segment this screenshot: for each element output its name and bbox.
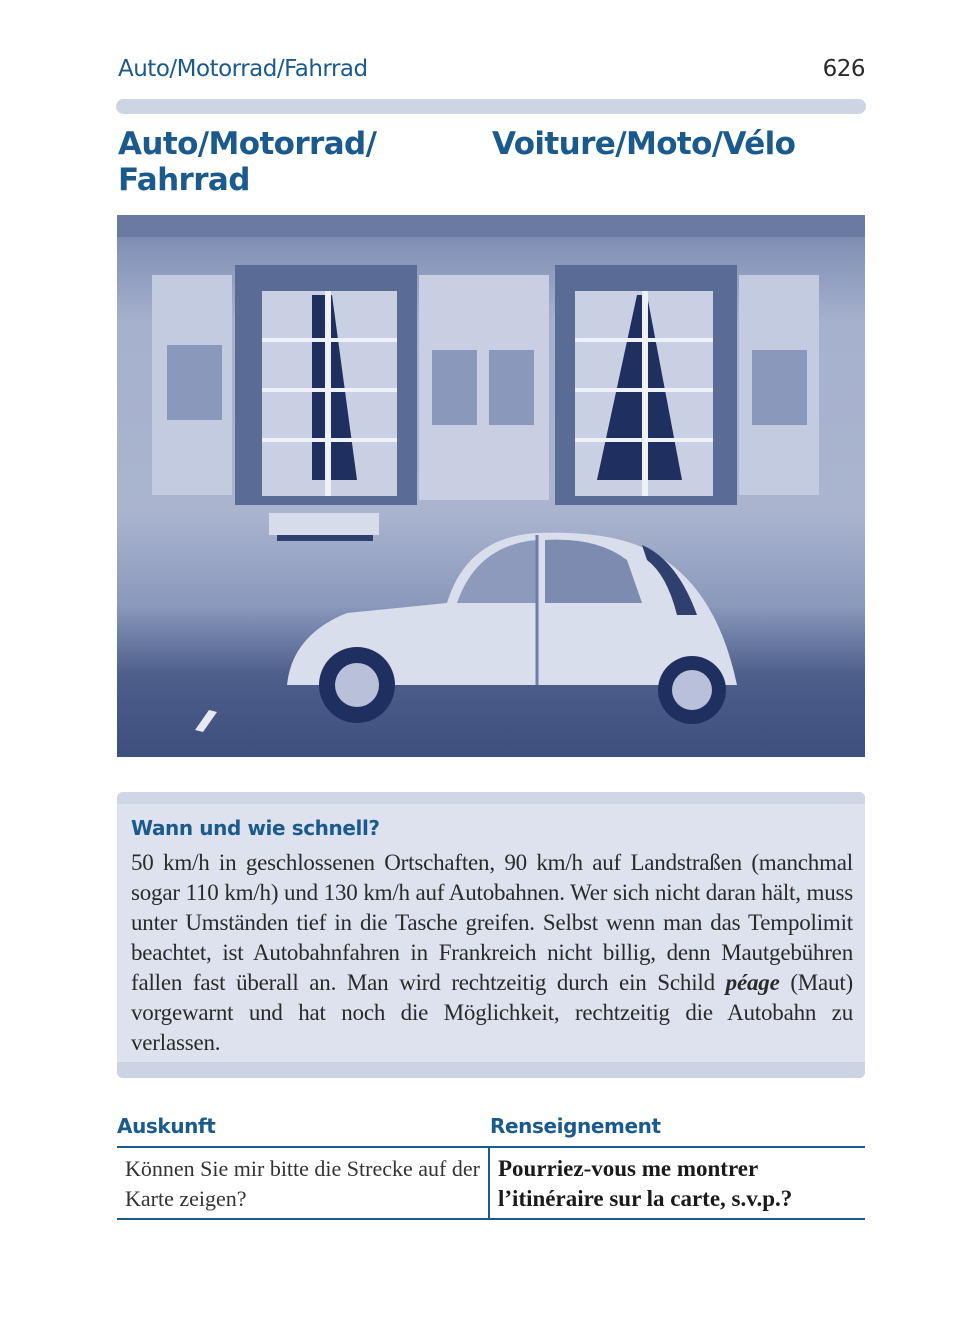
page-number: 626	[822, 56, 865, 82]
info-box-heading: Wann und wie schnell?	[131, 816, 380, 840]
info-body-text-1: 50 km/h in geschlossenen Ortschaften, 90 km/h auf Landstraßen (manchmal sogar 110 km/h) und 130 km/h auf Autobahnen. Wer sich nicht daran hält, muss unter Umständen tief in die Tasche greifen. Selbst wenn man das Tempolimit beachtet, ist Autobahnfahren in Frankreich nicht billig, denn Mautgebühren fallen fast überall an. Man wird rechtzeitig durch ein Schild	[131, 850, 853, 995]
running-header	[118, 56, 865, 88]
header-german: Auskunft	[117, 1114, 216, 1138]
phrase-table	[117, 1110, 865, 1220]
car-photo	[117, 215, 865, 757]
phrase-french: Pourriez-vous me montrer l’itinéraire sur la carte, s.v.p.?	[498, 1156, 793, 1211]
car-illustration-icon	[117, 215, 865, 757]
phrase-german: Können Sie mir bitte die Strecke auf der Karte zeigen?	[117, 1148, 490, 1218]
header-rule-bar	[116, 99, 866, 114]
info-body-text-2: (Maut) vorgewarnt und hat noch die Möglichkeit, rechtzeitig die Autobahn zu verlassen.	[131, 970, 854, 1055]
header-french: Renseignement	[490, 1114, 661, 1138]
info-body-emphasis: péage	[725, 970, 780, 995]
running-title: Auto/Motorrad/Fahrrad	[118, 56, 368, 82]
info-box-bottom-strip	[117, 1062, 865, 1078]
info-box-top-strip	[117, 792, 865, 804]
phrase-table-header	[117, 1110, 865, 1148]
info-box	[117, 792, 865, 1078]
section-title-french: Voiture/Moto/Vélo	[492, 126, 796, 162]
table-row	[117, 1148, 865, 1220]
section-title-german: Auto/Motorrad/ Fahrrad	[118, 126, 377, 198]
info-box-body	[131, 848, 853, 1058]
